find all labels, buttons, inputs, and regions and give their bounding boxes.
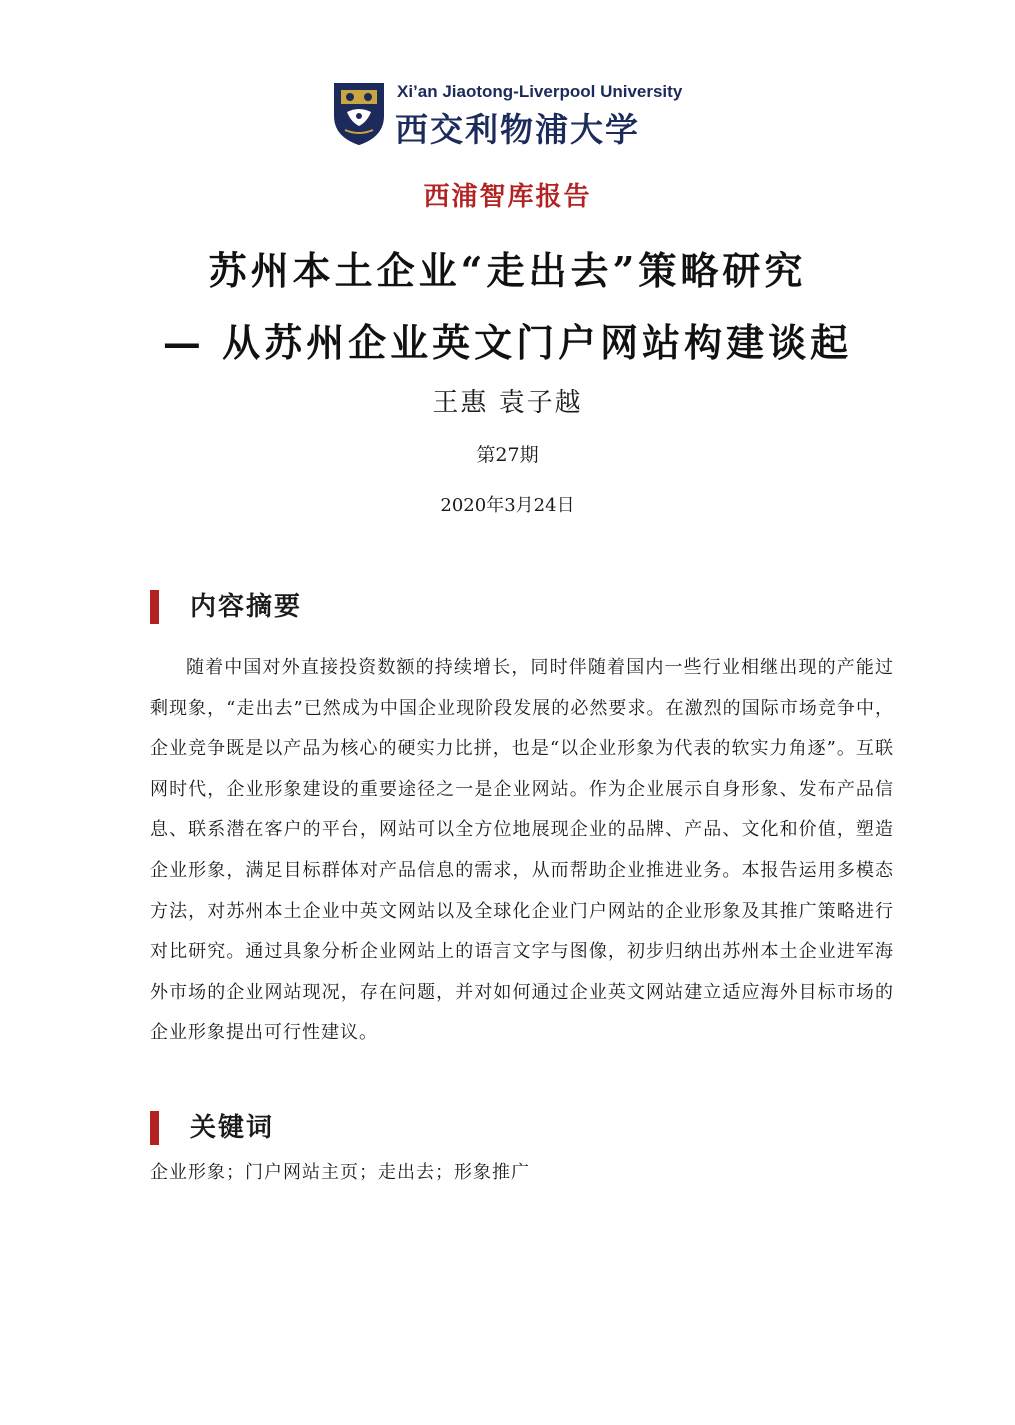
report-authors: 王惠 袁子越: [432, 388, 583, 418]
section-marker-bar: [150, 590, 159, 624]
report-issue-number: 第27期: [476, 444, 539, 466]
university-name-english: Xi’an Jiaotong-Liverpool University: [397, 82, 683, 101]
section-marker-bar: [150, 1111, 159, 1145]
abstract-body: 随着中国对外直接投资数额的持续增长，同时伴随着国内一些行业相继出现的产能过剩现象，“走出去”已然成为中国企业现阶段发展的必然要求。在激烈的国际市场竞争中，企业竞争既是以产品为核心的硬实力比拼，也是“以企业形象为代表的软实力角逐”。互联网时代，企业形象建设的重要途径之一是企业网站。作为企业展示自身形象、发布产品信息、联系潜在客户的平台，网站可以全方位地展现企业的品牌、产品、文化和价值，塑造企业形象，满足目标群体对产品信息的需求，从而帮助企业推进业务。本报告运用多模态方法，对苏州本土企业中英文网站以及全球化企业门户网站的企业形象及其推广策略进行对比研究。通过具象分析企业网站上的语言文字与图像，初步归纳出苏州本土企业进军海外市场的企业网站现况，存在问题，并对如何通过企业英文网站建立适应海外目标市场的企业形象提出可行性建议。: [150, 657, 894, 1044]
report-title-line2: — 从苏州企业英文门户网站构建谈起: [162, 320, 853, 365]
report-date: 2020年3月24日: [440, 495, 575, 516]
keywords-list: 企业形象；门户网站主页；走出去；形象推广: [150, 1162, 530, 1183]
university-name-chinese: 西交利物浦大学: [395, 110, 640, 149]
report-title-line1: 苏州本土企业“走出去”策略研究: [208, 248, 807, 293]
report-series-label: 西浦智库报告: [423, 182, 592, 212]
university-logo: [333, 80, 693, 150]
university-crest-icon: [333, 82, 385, 146]
abstract-heading-text: 内容摘要: [190, 592, 303, 622]
keywords-heading-text: 关键词: [190, 1113, 275, 1143]
